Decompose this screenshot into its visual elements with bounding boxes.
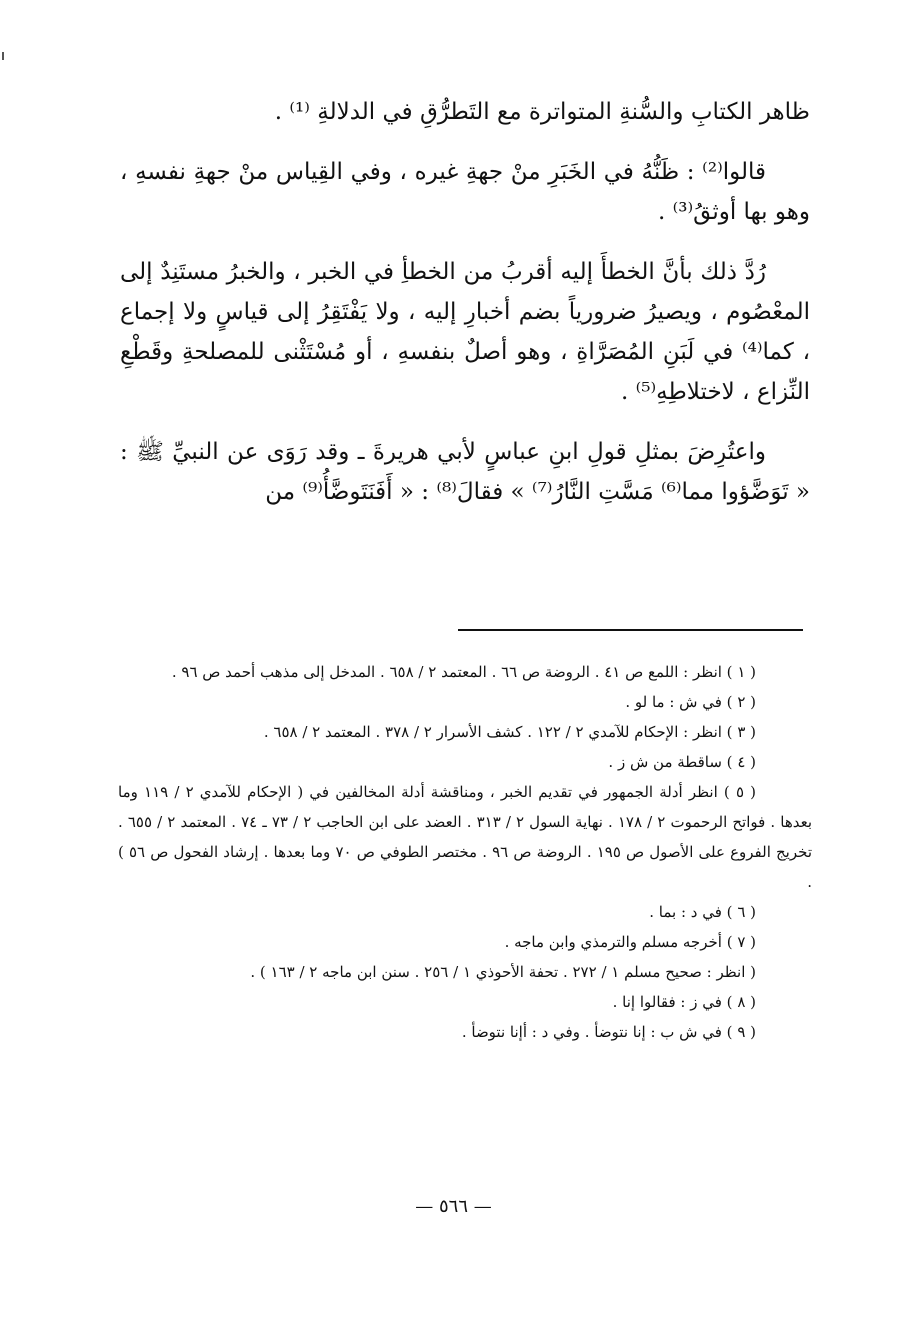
footnote-8: ( ٨ ) في ز : فقالوا إنا . — [612, 993, 756, 1011]
footnotes — [118, 657, 812, 1047]
margin-mark — [2, 52, 4, 60]
footnote-3: ( ٣ ) انظر : الإحكام للآمدي ٢ / ١٢٢ . كشف الأسرار ٢ / ٣٧٨ . المعتمد ٢ / ٦٥٨ . — [263, 723, 756, 741]
main-text — [120, 92, 810, 532]
footnote-2: ( ٢ ) في ش : ما لو . — [625, 693, 756, 711]
footnote-separator — [458, 629, 803, 631]
paragraph-3: رُدَّ ذلك بأنَّ الخطأَ إليه أقربُ من الخطأِ في الخبر ، والخبرُ مستَنِدٌ إلى المعْصُوم ، ويصيرُ ضرورياً بضم أخبارِ إليه ، ولا يَفْتَقِرُ إلى قياسٍ ولا إجماع ، كما⁽⁴⁾ في لَبَنِ المُصَرَّاةِ ، وهو أصلٌ بنفسهِ ، أو مُسْتَثْنى للمصلحةِ وقَطْعِ النِّزاع ، لاختلاطِهِ⁽⁵⁾ . — [120, 259, 810, 405]
paragraph-1: ظاهر الكتابِ والسُّنةِ المتواترة مع التَطرُّقِ في الدلالةِ ⁽¹⁾ . — [274, 99, 810, 125]
footnote-1: ( ١ ) انظر : اللمع ص ٤١ . الروضة ص ٦٦ . المعتمد ٢ / ٦٥٨ . المدخل إلى مذهب أحمد ص ٩٦ . — [171, 663, 756, 681]
footnote-4: ( ٤ ) ساقطة من ش ز . — [608, 753, 756, 771]
page-number: — ٥٦٦ — — [415, 1196, 492, 1217]
paragraph-2: قالوا⁽²⁾ : ظَنُّهُ في الخَبَرِ منْ جهةِ غيره ، وفي القِياس منْ جهةِ نفسهِ ، وهو بها أوثقُ⁽³⁾ . — [120, 159, 810, 225]
footnote-5: ( ٥ ) انظر أدلة الجمهور في تقديم الخبر ، ومناقشة أدلة المخالفين في ( الإحكام للآمدي ٢ / ١١٩ وما بعدها . فواتح الرحموت ٢ / ١٧٨ . نهاية السول ٢ / ٣١٣ . العضد على ابن الحاجب ٢ / ٧٣ ـ ٧٤ . المعتمد ٢ / ٦٥٥ . تخريج الفروع على الأصول ص ١٩٥ . الروضة ص ٩٦ . مختصر الطوفي ص ٧٠ وما بعدها . إرشاد الفحول ص ٥٦ ) . — [118, 783, 813, 891]
footnote-7: ( ٧ ) أخرجه مسلم والترمذي وابن ماجه . — [504, 933, 756, 951]
footnote-7-reference: ( انظر : صحيح مسلم ١ / ٢٧٢ . تحفة الأحوذي ١ / ٢٥٦ . سنن ابن ماجه ٢ / ١٦٣ ) . — [250, 963, 756, 981]
footnote-9: ( ٩ ) في ش ب : إنا نتوضأ . وفي د : أإنا نتوضأ . — [461, 1023, 756, 1041]
paragraph-4: واعتُرِضَ بمثلِ قولِ ابنِ عباسٍ لأبي هريرةَ ـ وقد رَوَى عن النبيِّ ﷺ : « تَوَضَّؤوا مما⁽⁶⁾ مَسَّتِ النَّارُ⁽⁷⁾ » فقالَ⁽⁸⁾ : « أَفَنَتَوضَّأُ⁽⁹⁾ من — [120, 439, 810, 505]
footnote-6: ( ٦ ) في د : بما . — [649, 903, 756, 921]
